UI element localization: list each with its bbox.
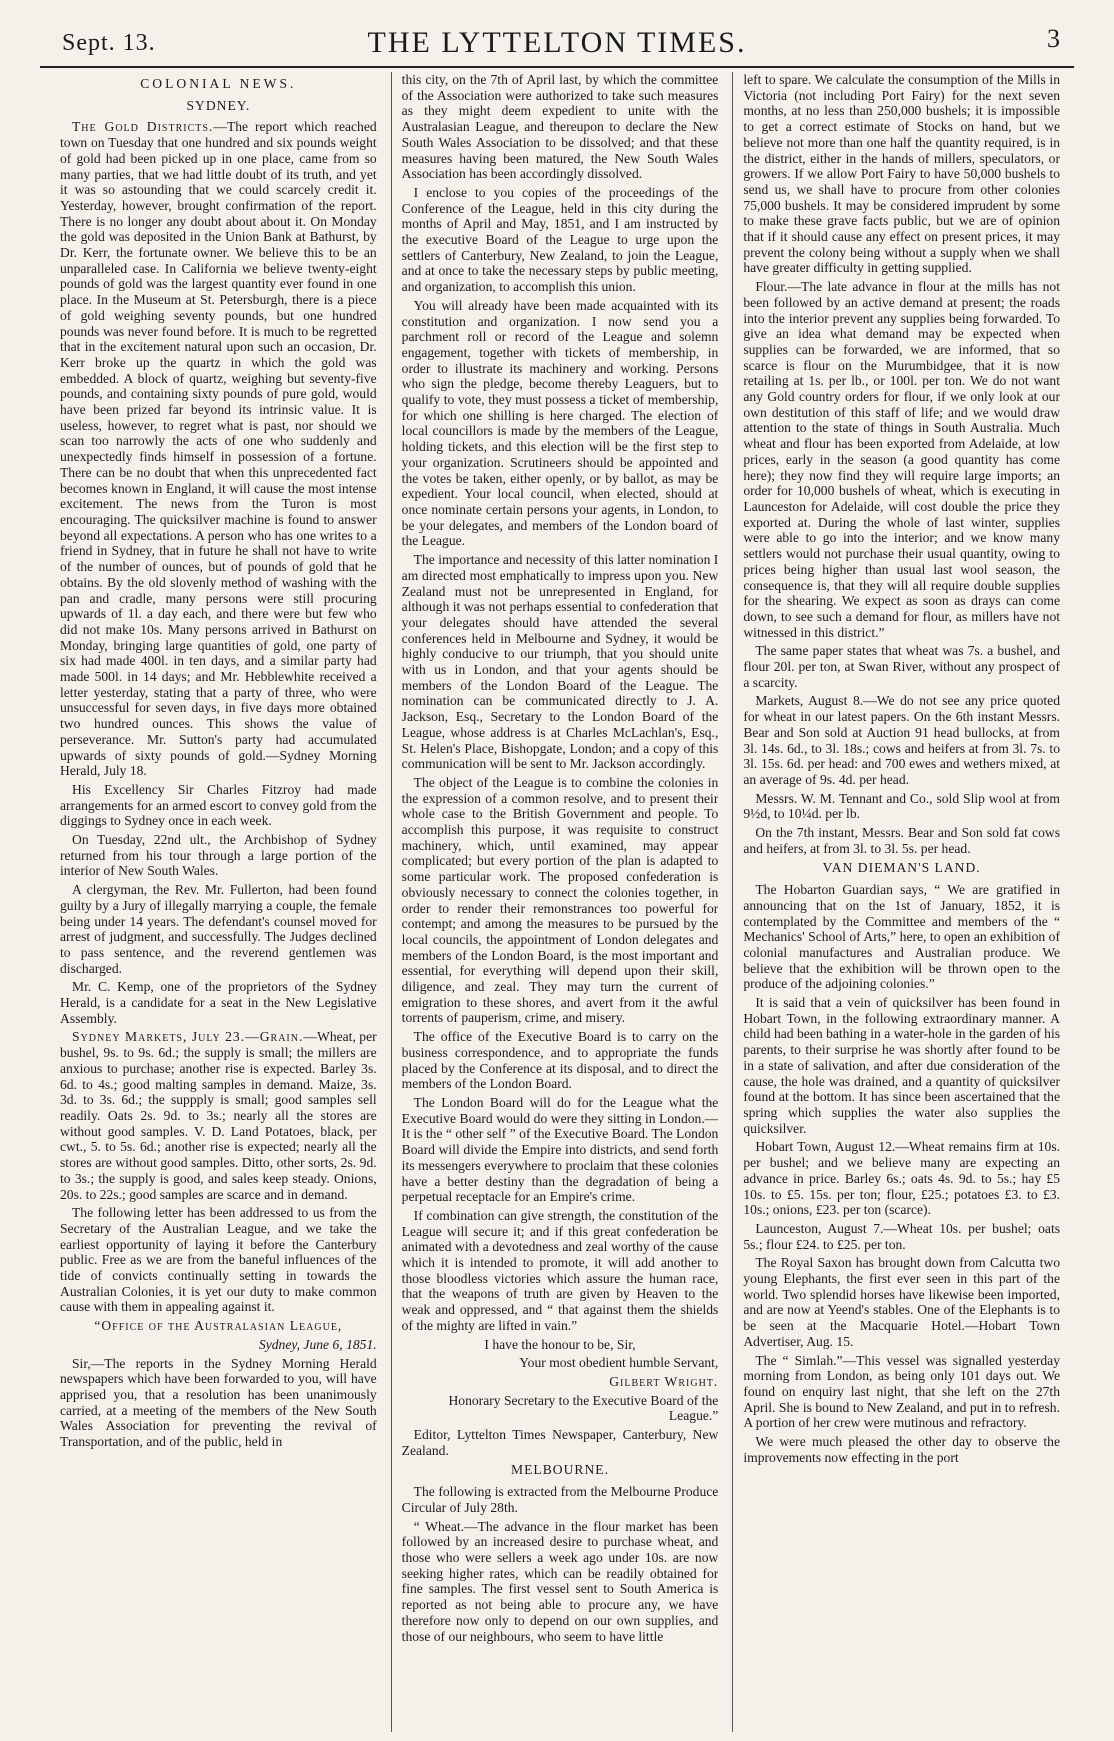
gold-districts-paragraph: [60, 119, 377, 779]
letter-paragraph-5: The object of the League is to combine the colonies in the expression of a common resolve, and to present their whole case to the British Government and people. To accomplish this purpose, it was requisite to construct machinery, which, until examined, may appear complicated; but every portion of the plan is adapted to some particular work. The proposed confederation is obviously necessary to connect the colonies together, in order to render their remonstrances too powerful for contempt; and among the measures to be pursued by the local councils, the appointment of London delegates and members of the London Board, is the most important and essential, for everything will depend upon their skill, diligence, and zeal. They may turn the current of emigration to these shores, and avert from it the awful torrents of pauperism, crime, and misery.: [401, 774, 719, 1026]
sydney-heading: SYDNEY.: [186, 97, 251, 113]
newspaper-title: THE LYTTELTON TIMES.: [367, 26, 747, 59]
letter-paragraph-6: The office of the Executive Board is to carry on the business correspondence, and to appropriate the funds placed by the Conference at its disposal, and to direct the members of the London Board.: [401, 1029, 719, 1092]
masthead: [40, 20, 1074, 68]
article-columns: [60, 72, 1060, 1732]
letter-signoff-1: I have the honour to be, Sir,: [484, 1336, 636, 1352]
swan-river-paragraph: The same paper states that wheat was 7s. a bushel, and flour 20l. per ton, at Swan River, without any prospect of a scarcity.: [743, 643, 1061, 690]
column-2: [391, 72, 719, 1732]
letter-signoff-title: Honorary Secretary to the Executive Board of the League.”: [448, 1392, 719, 1424]
letter-paragraph-1: this city, on the 7th of April last, by which the committee of the Association were authorized to take such measures as they might deem expedient to unite with the Australasian League, and thereupon to declare the New South Wales Association to be dissolved; and that these measures having been matured, the New South Wales Association has been accordingly dissolved.: [401, 72, 719, 182]
letter-signature: Gilbert Wright.: [609, 1373, 719, 1389]
quicksilver-paragraph: It is said that a vein of quicksilver has been found in Hobart Town, in the following extraordinary manner. A child had been bathing in a water-hole in the garden of his parents, to their surprise he was shortly after found to be in a state of salivation, and after due consideration of the cause, the hole was drained, and a quantity of quicksilver found at the bottom. It has since been ascertained that the spring which supplies the water also supplies the quicksilver.: [743, 995, 1061, 1136]
hobart-markets-paragraph: Hobart Town, August 12.—Wheat remains firm at 10s. per bushel; and we believe many are expecting an advance in price. Barley 6s.; oats 4s. 9d. to 5s.; hay £5 10s. to £5. 15s. per ton; flour, £25.; potatoes £3. to £3. 10s.; onions, £23. per ton (scarce).: [743, 1139, 1061, 1218]
bear-son-paragraph: On the 7th instant, Messrs. Bear and Son sold fat cows and heifers, at from 3l. to 3l. 5s. per head.: [743, 825, 1061, 856]
launceston-paragraph: Launceston, August 7.—Wheat 10s. per bushel; oats 5s.; flour £24. to £25. per ton.: [743, 1220, 1061, 1252]
column-1: [60, 72, 377, 1732]
port-improvements-paragraph: We were much pleased the other day to observe the improvements now effecting in the port: [743, 1434, 1061, 1465]
melbourne-heading: MELBOURNE.: [511, 1462, 609, 1478]
tennant-paragraph: Messrs. W. M. Tennant and Co., sold Slip wool at from 9½d, to 10¼d. per lb.: [743, 790, 1061, 822]
letter-opening-paragraph: Sir,—The reports in the Sydney Morning Herald newspapers which have been forwarded to you, will have apprised you, that a resolution has been unanimously carried, at a meeting of the members of the New South Wales Association for preventing the revival of Transportation, and of the public, held in: [60, 1355, 377, 1450]
hobarton-guardian-paragraph: The Hobarton Guardian says, “ We are gratified in announcing that on the 1st of January, 1852, it is contemplated by the Committee and members of the “ Mechanics' School of Arts,” here, to open an exhibition of colonial manufactures and Australian produce. We believe that the exhibition will be thrown open to the produce of the adjoining colonies.”: [743, 882, 1061, 992]
simlah-paragraph: The “ Simlah.”—This vessel was signalled yesterday morning from London, as being only 101 days out. We found on enquiry last night, that she left on the 27th April. She is bound to New Zealand, and put in to refresh. A portion of her crew were mutinous and refractory.: [743, 1352, 1061, 1431]
sydney-markets-text: —Wheat, per bushel, 9s. to 9s. 6d.; the supply is small; the millers are anxious to purchase; another rise is expected. Barley 3s. 6d. to 4s.; good malting samples in demand. Maize, 3s. 3d. to 3s. 6d.; the suppply is small; good samples sell readily. Oats 2s. 9d. to 3s.; nearly all the stores are without good samples. V. D. Land Potatoes, black, per cwt., 5. to 5s. 6d.; another rise is expected; nearly all the stores are without good samples. Ditto, other sorts, 2s. 9d. to 3s.; the supply is good, and sales keep steady. Onions, 20s. to 22s.; good samples are scarce and in demand.: [60, 1029, 377, 1202]
letter-signoff-2: Your most obedient humble Servant,: [519, 1355, 719, 1371]
issue-date: Sept. 13.: [62, 30, 156, 56]
letter-date: [60, 1337, 377, 1353]
wheat-continued-paragraph: left to spare. We calculate the consumption of the Mills in Victoria (not including Port Fairy) for the next seven months, at no less than 250,000 bushels; it is impossible to get a correct estimate of Stocks on hand, but we believe not more than one half the quantity required, is in the district, either in the hands of millers, speculators, or growers. If we allow Port Fairy to have 50,000 bushels to send us, we shall have to procure from other colonies 75,000 bushels. It may be considered imprudent by some to make these grave facts public, but we are of opinion that if it should cause any effect on present prices, it may prevent the colony being without a supply when we shall have greater difficulty in getting supplied.: [743, 72, 1061, 276]
section-heading: COLONIAL NEWS.: [140, 76, 297, 91]
elephants-paragraph: The Royal Saxon has brought down from Calcutta two young Elephants, the first ever seen in this part of the world. Two splendid horses have likewise been imported, and are now at Yeend's stables. One of the Elephants is to be seen at the Macquarie Hotel.—Hobart Town Advertiser, Aug. 15.: [743, 1255, 1061, 1349]
gold-districts-text: —The report which reached town on Tuesday that one hundred and six pounds weight of gold had been picked up in one place, came from so many parties, that we had little doubt of its truth, and yet it was so astounding that we could scarcely credit it. Yesterday, however, brought confirmation of the report. There is no longer any doubt about about it. On Monday the gold was deposited in the Union Bank at Bathurst, by Dr. Kerr, the fortunate owner. We believe this to be an unparalleled case. In California we believe twenty-eight pounds of gold was the largest quantity ever found in one place. In the Museum at St. Petersburgh, there is a piece of gold weighing seventy pounds, but one hundred pounds was never found before. It is much to be regretted that in the excitement natural upon such an occasion, Dr. Kerr broke up the quartz in which the gold was embedded. A block of quartz, weighing but seventy-five pounds, and containing sixty pounds of pure gold, would have been prized far beyond its intrinsic value. It is useless, however, to regret what is past, nor should we scan too narrowly the acts of one who suddenly and unexpectedly finds himself in possession of a fortune. There can be no doubt that when this unprecedented fact becomes known in England, it will cause the most intense excitement. The news from the Turon is most encouraging. The quicksilver machine is found to answer beyond all expectations. A person who has one writes to a friend in Sydney, that in future he shall not have to write of the number of ounces, but of pounds of gold that he obtains. By the old slovenly method of washing with the pan and cradle, many persons were still procuring upwards of 1l. a day each, and there were but few who did not make 10s. Many persons arrived in Bathurst on Monday, bringing large quantities of gold, one party of six had made 400l. in ten days, and a similar party had made 500l. in 14 days; and Mr. Hebblewhite received a letter yesterday, stating that a party of three, who were unsuccessful for seven days, in five days more obtained two hundred ounces. This shows the value of perseverance. Mr. Sutton's party had accumulated upwards of sixty pounds of gold.—Sydney Morning Herald, July 18.: [60, 119, 377, 779]
letter-addressee: Editor, Lyttelton Times Newspaper, Canterbury, New Zealand.: [401, 1427, 719, 1458]
letter-date-text: Sydney, June 6, 1851.: [258, 1336, 377, 1352]
kemp-paragraph: Mr. C. Kemp, one of the proprietors of the Sydney Herald, is a candidate for a seat in the New Legislative Assembly.: [60, 979, 377, 1026]
van-diemans-land-heading: VAN DIEMAN'S LAND.: [822, 860, 981, 876]
markets-august-paragraph: Markets, August 8.—We do not see any price quoted for wheat in our latest papers. On the 6th instant Messrs. Bear and Son sold at Auction 91 head bullocks, at from 3l. 14s. 6d., to 3l. 18s.; cows and heifers at from 3l. 7s. to 3l. 15s. 6d. per head: and 700 ewes and wethers mixed, at an average of 9s. 4d. per head.: [743, 693, 1061, 787]
column-3: [732, 72, 1060, 1732]
escort-paragraph: His Excellency Sir Charles Fitzroy had made arrangements for an armed escort to convey gold from the diggings to Sydney once in each week.: [60, 781, 377, 829]
letter-paragraph-4: The importance and necessity of this latter nomination I am directed most emphatically to impress upon you. New Zealand must not be unrepresented in England, for although it was not perhaps essential to confederation that your delegates should have attended the several conferences held in Melbourne and Sydney, it would be highly conducive to our triumph, that you should unite with us in London, and that your agents should be members of the London Board of the League. The nomination can be communicated directly to J. A. Jackson, Esq., Secretary to the London Board of the League, whose address is at Charles McLachlan's, Esq., St. Helen's Place, Bishopgate, London; and a copy of this communication will be sent to Mr. Jackson accordingly.: [401, 552, 719, 772]
page-number: 3: [1047, 24, 1060, 53]
letter-paragraph-8: If combination can give strength, the constitution of the League will secure it; and if this great confederation be animated with a devotedness and zeal worthy of the cause which it is intended to promote, it will add another to those bloodless victories which assure the human race, that the weapons of truth are given by Heaven to the weak and oppressed, and “ that against them the shields of the mighty are lifted in vain.”: [401, 1207, 719, 1333]
melbourne-intro: The following is extracted from the Melbourne Produce Circular of July 28th.: [401, 1484, 719, 1515]
letter-paragraph-3: You will already have been made acquainted with its constitution and organization. I now send you a parchment roll or record of the League and solemn engagement, together with tickets of membership, in order to illustrate its machinery and working. Persons who sign the pledge, become thereby Leaguers, but to qualify to vote, they must possess a ticket of membership, for which one shilling is here charged. The election of local councillors is made by the members of the League, holding tickets, and this election will be the first step to your organization. Scrutineers should be appointed and the votes be taken, either openly, or by ballot, as may be expedient. Your local council, when elected, should at once nominate certain persons your agents, in London, to be your delegates, and members of the London board of the League.: [401, 297, 719, 549]
gold-districts-lead: The Gold Districts.: [72, 119, 214, 135]
sydney-markets-lead: Sydney Markets, July 23.—Grain.: [72, 1029, 304, 1045]
letter-paragraph-7: The London Board will do for the League what the Executive Board would do were they sitting in London.—It is the “ other self ” of the Executive Board. The London Board will divide the Empire into districts, and send forth its messengers everywhere to proclaim that these colonies have a better destiny than the degradation of being a perpetual receptacle for an Empire's crime.: [401, 1095, 719, 1205]
clergyman-paragraph: A clergyman, the Rev. Mr. Fullerton, had been found guilty by a Jury of illegally marrying a couple, the female being under 14 years. The defendant's counsel moved for arrest of judgment, and successfully. The Judges declined to pass sentence, and the reverend gentlemen was discharged.: [60, 882, 377, 976]
flour-paragraph: Flour.—The late advance in flour at the mills has not been followed by an active demand at present; the roads into the interior prevent any supplies being forwarded. To give an idea what demand may be expected when supplies can be forwarded, we are informed, that so scarce is flour on the Murumbidgee, that it is now retailing at 1s. per lb., or 100l. per ton. We do not want any Gold country orders for flour, if we only look at our own destitution of this staff of life; and we would draw attention to the state of things in South Australia. Much wheat and flour has been exported from Adelaide, at low prices, early in the season (a good quantity has come here); they now find they will require large imports; an order for 10,000 bushels of wheat, which is executing in Launceston for Adelaide, will cost double the price they exported at. During the whole of last winter, supplies were able to go into the interior; and we know many settlers would not purchase their usual quantity, owing to prices being higher than usual last wool season, the consequence is, that they will all require double supplies for the shearing. We expect as soon as drays can come down, to see such a demand for flour, as millers have not witnessed in this district.”: [743, 279, 1061, 640]
archbishop-paragraph: On Tuesday, 22nd ult., the Archbishop of Sydney returned from his tour through a large portion of the interior of New South Wales.: [60, 832, 377, 879]
letter-paragraph-2: I enclose to you copies of the proceedings of the Conference of the League, held in this city during the months of April and May, 1851, and I am instructed by the executive Board of the League to urge upon the settlers of Canterbury, New Zealand, to join the League, and at once to take the necessary steps by public meeting, and organization, to accomplish this union.: [401, 184, 719, 295]
wheat-paragraph: “ Wheat.—The advance in the flour market has been followed by an increased desire to purchase wheat, and those who were sellers a week ago under 10s. are now seeking higher rates, which can be readily obtained for fine samples. The first vessel sent to South America is reported as not being able to procure any, we have therefore now only to depend on our own supplies, and those of our neighbours, who seem to have little: [401, 1518, 719, 1644]
sydney-markets-paragraph: [60, 1029, 377, 1202]
letter-heading: “Office of the Australasian League,: [94, 1318, 343, 1334]
league-intro-paragraph: The following letter has been addressed to us from the Secretary of the Australian League, and we take the earliest opportunity of laying it before the Canterbury public. Free as we are from the baneful influences of the tide of convicts continually setting in towards the Australian Colonies, it is yet our duty to make common cause with them in appealing against it.: [60, 1205, 377, 1315]
